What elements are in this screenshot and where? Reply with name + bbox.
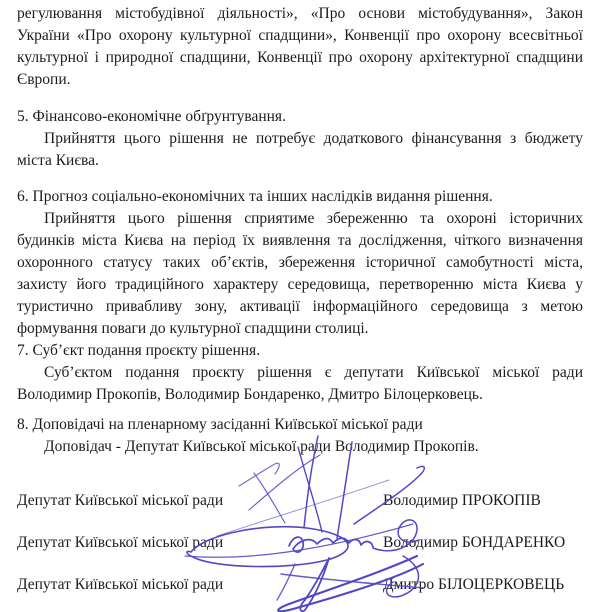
signatory-title: Депутат Київської міської ради <box>17 576 224 593</box>
signature-row <box>17 490 583 512</box>
signature-block <box>17 490 583 596</box>
section-subject <box>17 340 583 406</box>
signature-row <box>17 574 583 596</box>
signature-row <box>17 532 583 554</box>
section-forecast <box>17 186 583 340</box>
intro-paragraph: регулювання містобудівної діяльності», «Про основи містобудування», Закон України «Про охорону культурної спадщини», Конвенції про охорону всесвітньої культурної і природної спадщини, Конвенції про охорону архітектурної спадщини Європи. <box>17 5 583 88</box>
section-forecast-heading: 6. Прогноз соціально-економічних та інших наслідків видання рішення. <box>17 188 493 205</box>
section-financial-heading: 5. Фінансово-економічне обґрунтування. <box>17 108 286 125</box>
section-financial-body: Прийняття цього рішення не потребує додаткового фінансування з бюджету міста Києва. <box>17 130 583 169</box>
signatory-name: Володимир ПРОКОПІВ <box>383 492 541 509</box>
section-speakers-body: Доповідач - Депутат Київської міської ради Володимир Прокопів. <box>44 438 479 455</box>
signatory-title: Депутат Київської міської ради <box>17 534 224 551</box>
section-subject-heading: 7. Суб’єкт подання проєкту рішення. <box>17 342 261 359</box>
section-forecast-body: Прийняття цього рішення сприятиме збереженню та охороні історичних будинків міста Києва на період їх виявлення та дослідження, чіткого визначення охоронного статусу таких об’єктів, збереження історичної самобутності міста, захисту його традиційного характеру середовища, перетворенню міста Києва у туристично привабливу зону, активації інформаційного середовища з метою формування поваги до культурної спадщини столиці. <box>17 210 583 337</box>
section-speakers-heading: 8. Доповідачі на пленарному засіданні Київської міської ради <box>17 416 423 433</box>
section-subject-body: Суб’єктом подання проєкту рішення є депутати Київської міської ради Володимир Прокопів, Володимир Бондаренко, Дмитро Білоцерковець. <box>17 364 583 403</box>
signatory-name: Володимир БОНДАРЕНКО <box>383 534 566 551</box>
section-speakers <box>17 414 583 458</box>
signatory-title: Депутат Київської міської ради <box>17 492 224 509</box>
signatory-name: Дмитро БІЛОЦЕРКОВЕЦЬ <box>383 576 565 593</box>
section-financial <box>17 106 583 172</box>
